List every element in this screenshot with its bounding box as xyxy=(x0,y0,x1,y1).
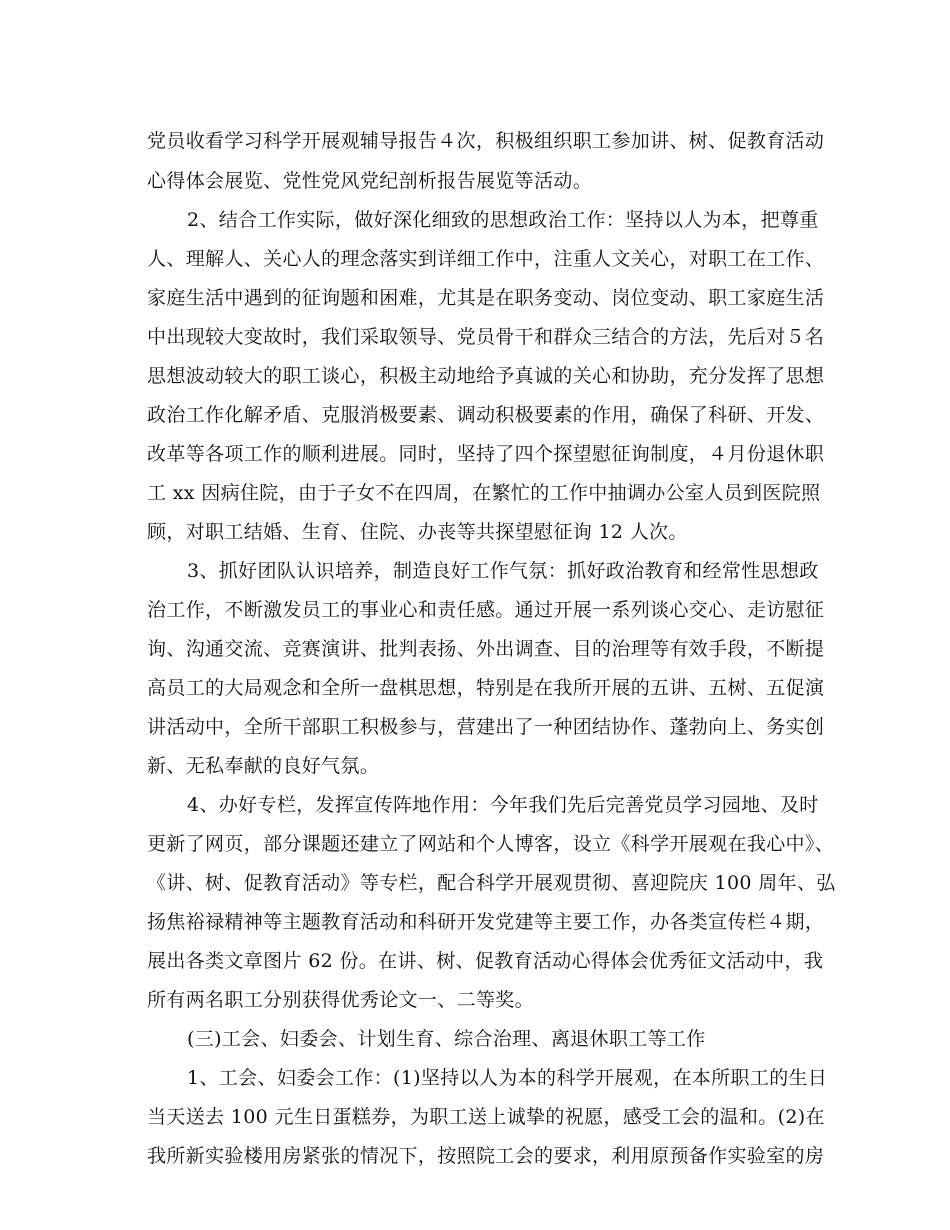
paragraph-start-line: 1、工会、妇委会工作：(1)坚持以人为本的科学开展观，在本所职工的生日 xyxy=(187,1067,828,1089)
paragraph-start-line: 3、抓好团队认识培养，制造良好工作气氛：抓好政治教育和经常性思想政 xyxy=(187,560,819,582)
text-line: 展出各类文章图片 62 份。在讲、树、促教育活动心得体会优秀征文活动中，我 xyxy=(147,950,824,972)
text-line: 政治工作化解矛盾、克服消极要素、调动积极要素的作用，确保了科研、开发、 xyxy=(147,404,825,426)
text-line: 心得体会展览、党性党风党纪剖析报告展览等活动。 xyxy=(147,170,593,192)
text-line: 党员收看学习科学开展观辅导报告４次，积极组织职工参加讲、树、促教育活动 xyxy=(147,130,825,152)
paragraph-start-line: 2、结合工作实际，做好深化细致的思想政治工作：坚持以人为本，把尊重 xyxy=(187,209,819,231)
text-line: 高员工的大局观念和全所一盘棋思想，特别是在我所开展的五讲、五树、五促演 xyxy=(147,677,825,699)
text-line: 中出现较大变故时，我们采取领导、党员骨干和群众三结合的方法，先后对５名 xyxy=(147,326,825,348)
text-line: 更新了网页，部分课题还建立了网站和个人博客，设立《科学开展观在我心中》、 xyxy=(147,833,835,855)
text-line: 扬焦裕禄精神等主题教育活动和科研开发党建等主要工作，办各类宣传栏４期， xyxy=(147,911,825,933)
text-line: 我所新实验楼用房紧张的情况下，按照院工会的要求，利用原预备作实验室的房 xyxy=(147,1145,825,1167)
text-line: 家庭生活中遇到的征询题和困难，尤其是在职务变动、岗位变动、职工家庭生活 xyxy=(147,287,825,309)
text-line: 治工作，不断激发员工的事业心和责任感。通过开展一系列谈心交心、走访慰征 xyxy=(147,599,825,621)
text-line: 改革等各项工作的顺利进展。同时，坚持了四个探望慰征询制度，４月份退休职 xyxy=(147,443,825,465)
text-line: 《讲、树、促教育活动》等专栏，配合科学开展观贯彻、喜迎院庆 100 周年、弘 xyxy=(147,872,836,894)
section-heading: (三)工会、妇委会、计划生育、综合治理、离退休职工等工作 xyxy=(187,1028,706,1050)
text-line: 询、沟通交流、竞赛演讲、批判表扬、外出调查、目的治理等有效手段，不断提 xyxy=(147,638,825,660)
paragraph-start-line: 4、办好专栏，发挥宣传阵地作用：今年我们先后完善党员学习园地、及时 xyxy=(187,794,819,816)
text-line: 讲活动中，全所干部职工积极参与，营建出了一种团结协作、蓬勃向上、务实创 xyxy=(147,716,825,738)
text-line: 新、无私奉献的良好气氛。 xyxy=(147,755,380,777)
text-line: 工 xx 因病住院，由于子女不在四周，在繁忙的工作中抽调办公室人员到医院照 xyxy=(147,482,821,504)
text-line: 所有两名职工分别获得优秀论文一、二等奖。 xyxy=(147,989,535,1011)
text-line: 思想波动较大的职工谈心，积极主动地给予真诚的关心和协助，充分发挥了思想 xyxy=(147,365,825,387)
text-line: 人、理解人、关心人的理念落实到详细工作中，注重人文关心，对职工在工作、 xyxy=(147,248,825,270)
text-line: 当天送去 100 元生日蛋糕券，为职工送上诚挚的祝愿，感受工会的温和。(2)在 xyxy=(147,1106,825,1128)
text-line: 顾，对职工结婚、生育、住院、办丧等共探望慰征询 12 人次。 xyxy=(147,521,688,543)
